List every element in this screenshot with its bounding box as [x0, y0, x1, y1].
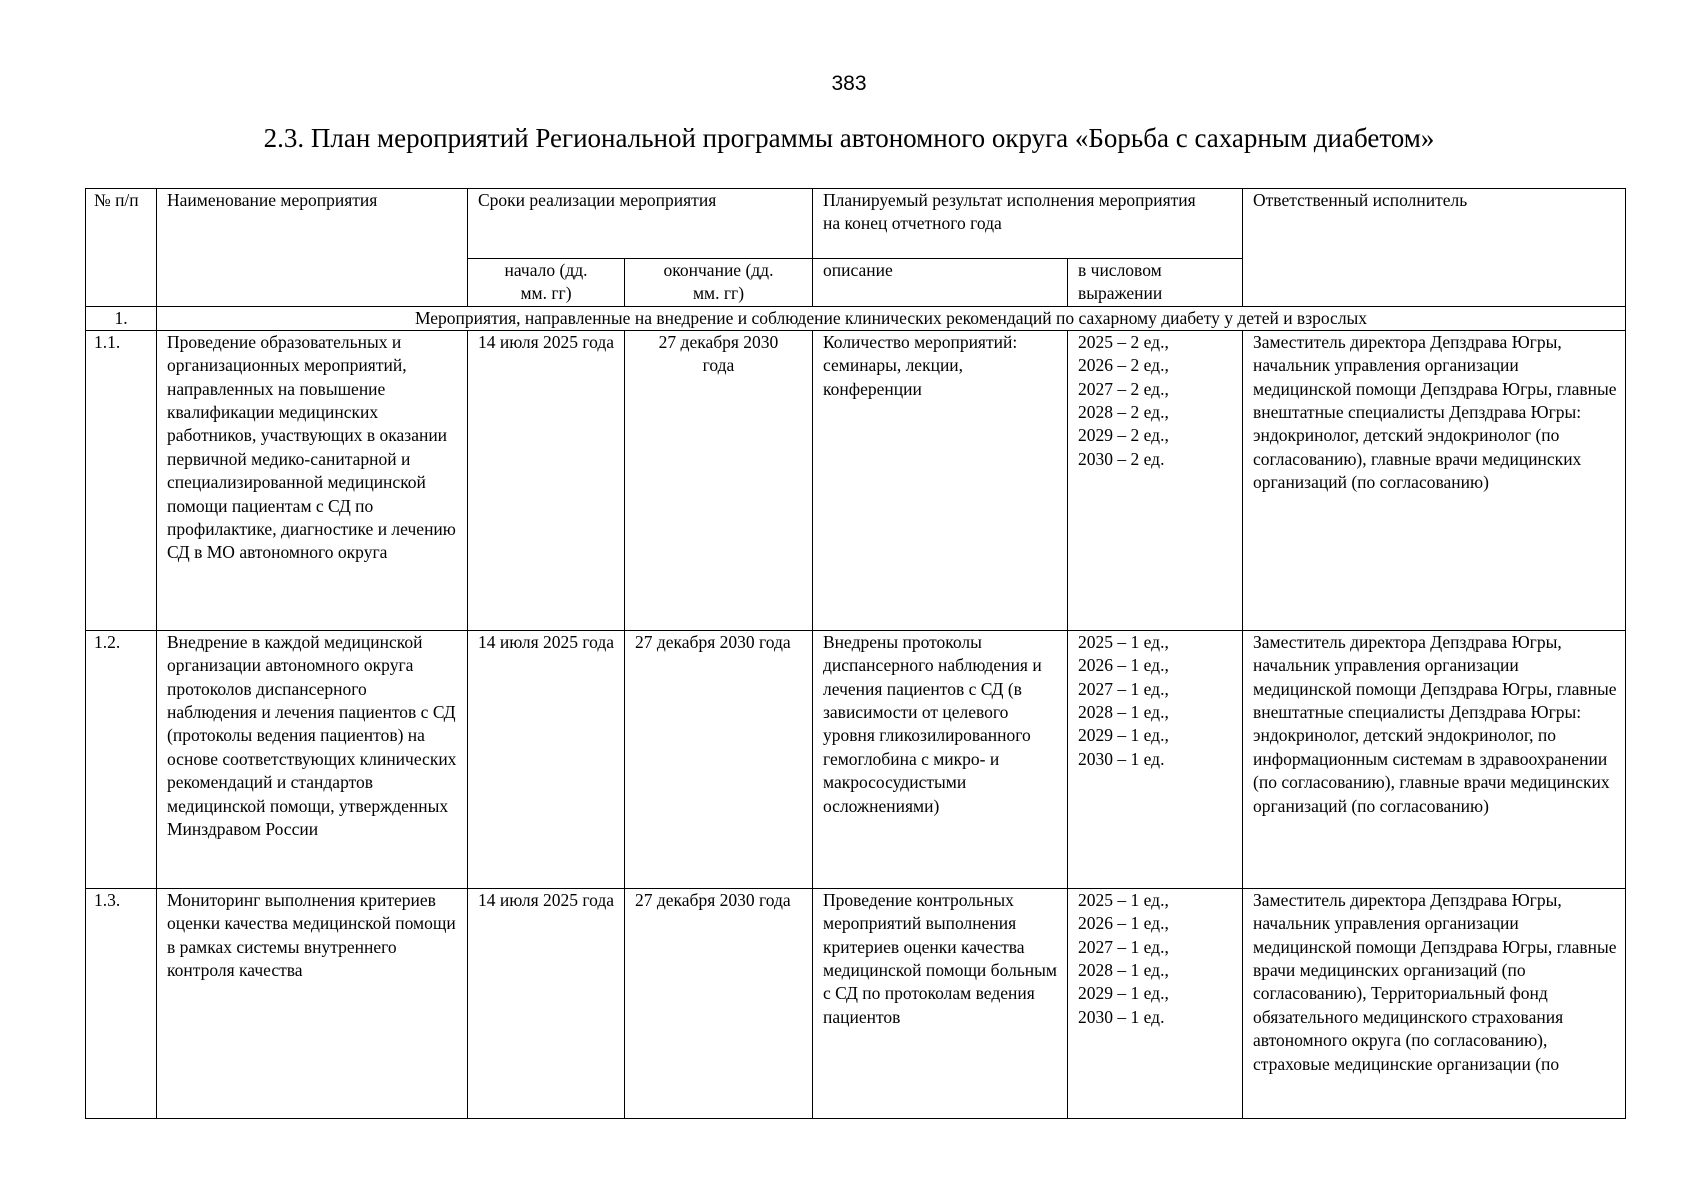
- header-num: № п/п: [86, 189, 157, 307]
- header-end: окончание (дд. мм. гг): [625, 259, 813, 307]
- header-name: Наименование мероприятия: [157, 189, 468, 307]
- row-numeric: 2025 – 2 ед., 2026 – 2 ед., 2027 – 2 ед., 2028 – 2 ед., 2029 – 2 ед., 2030 – 2 ед.: [1068, 330, 1243, 630]
- row-start: 14 июля 2025 года: [468, 888, 625, 1118]
- row-description: Проведение контрольных мероприятий выполнения критериев оценки качества медицинской помощи больным с СД по протоколам ведения пациентов: [813, 888, 1068, 1118]
- row-num: 1.3.: [86, 888, 157, 1118]
- row-name: Мониторинг выполнения критериев оценки качества медицинской помощи в рамках системы внутреннего контроля качества: [157, 888, 468, 1118]
- header-start: начало (дд. мм. гг): [468, 259, 625, 307]
- row-name: Внедрение в каждой медицинской организации автономного округа протоколов диспансерного наблюдения и лечения пациентов с СД (протоколы ведения пациентов) на основе соответствующих клинических рекомендаций и стандартов медицинской помощи, утвержденных Минздравом России: [157, 630, 468, 888]
- row-num: 1.1.: [86, 330, 157, 630]
- section-num: 1.: [86, 306, 157, 330]
- row-responsible: Заместитель директора Депздрава Югры, начальник управления организации медицинской помощи Депздрава Югры, главные внештатные специалисты Депздрава Югры: эндокринолог, детский эндокринолог (по согласованию), главные врачи медицинских организаций (по согласованию): [1243, 330, 1626, 630]
- row-start: 14 июля 2025 года: [468, 630, 625, 888]
- row-numeric: 2025 – 1 ед., 2026 – 1 ед., 2027 – 1 ед., 2028 – 1 ед., 2029 – 1 ед., 2030 – 1 ед.: [1068, 888, 1243, 1118]
- row-numeric: 2025 – 1 ед., 2026 – 1 ед., 2027 – 1 ед., 2028 – 1 ед., 2029 – 1 ед., 2030 – 1 ед.: [1068, 630, 1243, 888]
- table-row: [86, 330, 1626, 630]
- row-responsible: Заместитель директора Депздрава Югры, начальник управления организации медицинской помощи Депздрава Югры, главные внештатные специалисты Депздрава Югры: эндокринолог, детский эндокринолог, по информационным системам в здравоохранении (по согласованию), главные врачи медицинских организаций (по согласованию): [1243, 630, 1626, 888]
- activity-plan-table: [85, 188, 1626, 1119]
- row-responsible: Заместитель директора Депздрава Югры, начальник управления организации медицинской помощи Депздрава Югры, главные врачи медицинских организаций (по согласованию), Территориальный фонд обязательного медицинского страхования автономного округа (по согласованию), страховые медицинские организации (по: [1243, 888, 1626, 1118]
- header-result: Планируемый результат исполнения мероприятия на конец отчетного года: [813, 189, 1243, 259]
- row-start: 14 июля 2025 года: [468, 330, 625, 630]
- row-end: 27 декабря 2030 года: [625, 630, 813, 888]
- header-row-1: [86, 189, 1626, 259]
- header-numeric: в числовом выражении: [1068, 259, 1243, 307]
- header-terms: Сроки реализации мероприятия: [468, 189, 813, 259]
- row-name: Проведение образовательных и организационных мероприятий, направленных на повышение квалификации медицинских работников, участвующих в оказании первичной медико-санитарной и специализированной медицинской помощи пациентам с СД по профилактике, диагностике и лечению СД в МО автономного округа: [157, 330, 468, 630]
- document-title: 2.3. План мероприятий Региональной программы автономного округа «Борьба с сахарным диабетом»: [263, 123, 1435, 153]
- header-description: описание: [813, 259, 1068, 307]
- row-end: 27 декабря 2030 года: [625, 330, 813, 630]
- row-num: 1.2.: [86, 630, 157, 888]
- section-title: Мероприятия, направленные на внедрение и соблюдение клинических рекомендаций по сахарному диабету у детей и взрослых: [157, 306, 1626, 330]
- row-description: Количество мероприятий: семинары, лекции, конференции: [813, 330, 1068, 630]
- row-end: 27 декабря 2030 года: [625, 888, 813, 1118]
- table-row: [86, 888, 1626, 1118]
- header-responsible: Ответственный исполнитель: [1243, 189, 1626, 307]
- section-row: [86, 306, 1626, 330]
- row-description: Внедрены протоколы диспансерного наблюдения и лечения пациентов с СД (в зависимости от целевого уровня гликозилированного гемоглобина с микро- и макрососудистыми осложнениями): [813, 630, 1068, 888]
- table-row: [86, 630, 1626, 888]
- page-number: 383: [831, 72, 867, 95]
